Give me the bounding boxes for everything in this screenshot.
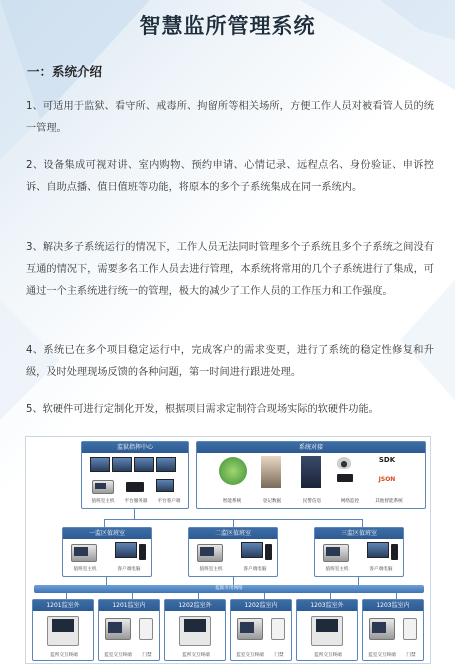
indoor-terminal-icon [105, 618, 131, 640]
device-label: 门禁 [142, 653, 152, 658]
system-integration-box [196, 441, 426, 509]
terminal-kiosk-icon [311, 616, 343, 646]
system-label: 登记数据 [262, 499, 282, 504]
room-title: 1202监室内 [231, 600, 291, 611]
monitor-icon [156, 457, 176, 472]
connector [233, 577, 234, 585]
device-label: 平台客户端 [157, 499, 181, 504]
connector [358, 577, 359, 585]
host-terminal-icon [71, 544, 97, 562]
monitor-icon [90, 457, 110, 472]
device-label: 门禁 [406, 653, 416, 658]
room-title: 1203监室内 [363, 600, 423, 611]
network-bus: 监狱专用网络 [34, 585, 424, 593]
device-label: 平台服务器 [124, 499, 148, 504]
room-box-3 [164, 599, 226, 661]
nvr-icon [337, 474, 353, 482]
connector [106, 577, 107, 585]
paragraph-2: 2、设备集成可视对讲、室内购物、预约申请、心情记录、远程点名、身份验证、申诉控诉、自助点播、值日值班等功能，将原本的多个子系统集成在同一系统内。 [26, 160, 434, 193]
device-label: 客户端电脑 [117, 567, 141, 572]
id-photo-icon [261, 456, 281, 488]
indoor-terminal-icon [369, 618, 395, 640]
connector [104, 519, 105, 527]
server-icon [126, 482, 144, 492]
client-monitor-icon [115, 542, 137, 558]
pc-tower-icon [265, 544, 272, 560]
room-title: 1201监室外 [33, 600, 93, 611]
system-label: 其他智能系统 [375, 499, 403, 504]
room-box-5 [296, 599, 358, 661]
device-label: 监所交互终端 [182, 653, 210, 658]
terminal-kiosk-icon [47, 616, 79, 646]
system-label: 智能系统 [222, 499, 242, 504]
system-architecture-diagram [25, 436, 431, 664]
device-label: 值班室主机 [199, 567, 223, 572]
room-title: 1203监室外 [297, 600, 357, 611]
command-center-box [81, 441, 189, 509]
sdk-label: SDK [378, 456, 396, 464]
device-label: 客户端电脑 [243, 567, 267, 572]
room-box-6 [362, 599, 424, 661]
system-label: 网络监控 [340, 499, 360, 504]
access-control-icon [403, 618, 417, 640]
device-label: 监室交互终端 [368, 653, 396, 658]
json-label: JSON [378, 476, 396, 483]
monitor-icon [112, 457, 132, 472]
room-box-4 [230, 599, 292, 661]
connector [362, 519, 363, 527]
device-label: 监所交互终端 [50, 653, 78, 658]
camera-icon [337, 457, 351, 469]
room-title: 1202监室外 [165, 600, 225, 611]
zone-title: 三监区值班室 [315, 528, 403, 539]
system-integration-title: 系统对接 [197, 442, 425, 453]
pc-tower-icon [391, 544, 398, 560]
system-label: 民警信息 [302, 499, 322, 504]
device-label: 值班室主机 [91, 499, 115, 504]
device-label: 门禁 [274, 653, 284, 658]
host-terminal-icon [323, 544, 349, 562]
paragraph-5: 5、软硬件可进行定制化开发，根据项目需求定制符合现场实际的软硬件功能。 [26, 404, 379, 415]
device-label: 监所交互终端 [314, 653, 342, 658]
terminal-kiosk-icon [179, 616, 211, 646]
device-label: 值班室主机 [325, 567, 349, 572]
device-label: 客户端电脑 [369, 567, 393, 572]
connector [134, 509, 135, 519]
connector [233, 519, 234, 527]
host-terminal-icon [197, 544, 223, 562]
room-box-2 [98, 599, 160, 661]
paragraph-4: 4、系统已在多个项目稳定运行中，完成客户的需求变更，进行了系统的稳定性修复和升级，及时处理现场反馈的各种问题，第一时间进行跟进处理。 [26, 345, 434, 378]
zone-box-1 [62, 527, 152, 577]
client-monitor-icon [241, 542, 263, 558]
command-center-title: 监狱指挥中心 [82, 442, 188, 453]
zone-box-3 [314, 527, 404, 577]
room-box-1 [32, 599, 94, 661]
monitor-icon [134, 457, 154, 472]
room-title: 1201监室内 [99, 600, 159, 611]
section-heading: 一：系统介绍 [27, 64, 103, 79]
access-control-icon [271, 618, 285, 640]
paragraph-1: 1、可适用于监狱、看守所、戒毒所、拘留所等相关场所，方便工作人员对被看管人员的统一管理。 [26, 101, 434, 134]
zone-title: 一监区值班室 [63, 528, 151, 539]
device-label: 值班室主机 [73, 567, 97, 572]
access-control-icon [139, 618, 153, 640]
host-terminal-icon [92, 480, 114, 494]
device-label: 监室交互终端 [104, 653, 132, 658]
client-monitor-icon [156, 479, 174, 492]
smart-system-icon [219, 457, 247, 485]
client-monitor-icon [367, 542, 389, 558]
indoor-terminal-icon [237, 618, 263, 640]
zone-box-2 [188, 527, 278, 577]
device-label: 监室交互终端 [236, 653, 264, 658]
page-title: 智慧监所管理系统 [139, 14, 316, 38]
zone-title: 二监区值班室 [189, 528, 277, 539]
officer-photo-icon [301, 456, 321, 488]
pc-tower-icon [139, 544, 146, 560]
paragraph-3: 3、解决多子系统运行的情况下，工作人员无法同时管理多个子系统且多个子系统之间没有互通的情况下，需要多名工作人员去进行管理，本系统将常用的几个子系统进行了集成，可通过一个主系统进行统一的管理，极大的减少了工作人员的工作压力和工作强度。 [26, 242, 434, 297]
